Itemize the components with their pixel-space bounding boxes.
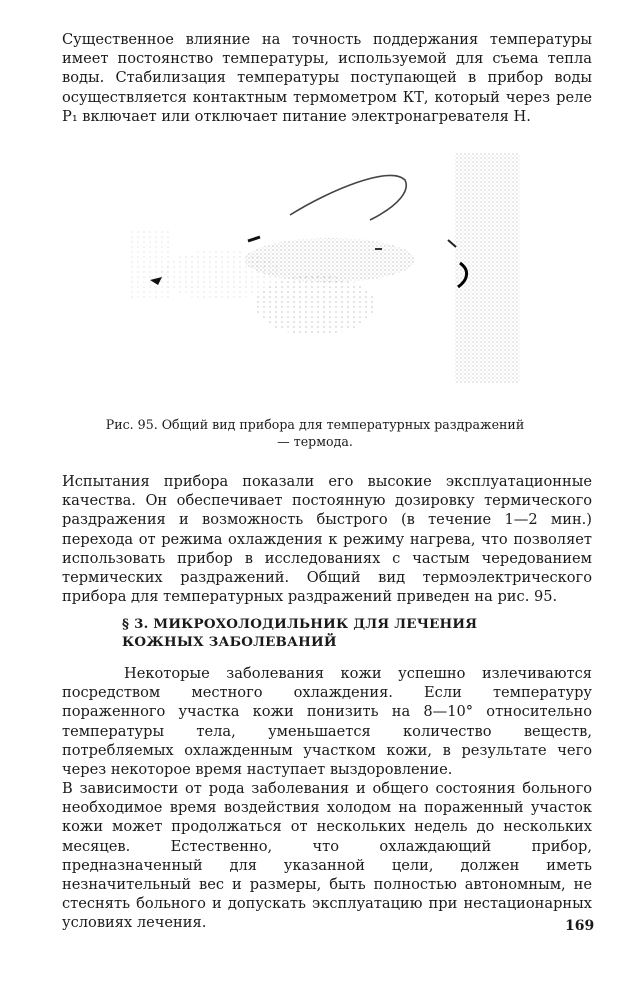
paragraph-thermostat: Существенное влияние на точность поддержания температуры имеет постоянство температуры, используемой для съема тепла воды. Стабилизация температуры поступающей в прибор воды осуществляется контактным термометром КТ, который через реле Р₁ включает или отключает питание электронагревателя Н. bbox=[62, 31, 592, 125]
thermode-photo-image bbox=[100, 145, 525, 395]
page-number: 169 bbox=[565, 918, 595, 934]
paragraph-skin-cooling: Некоторые заболевания кожи успешно излечиваются посредством местного охлаждения. Если температуру пораженного участка кожи понизить на 8—10° относительно температуры тела, уменьшается количество веществ, потребляемых охлажденным участком кожи, в результате чего через некоторое время наступает выздоровление. bbox=[62, 665, 592, 779]
section-heading: § 3. МИКРОХОЛОДИЛЬНИК ДЛЯ ЛЕЧЕНИЯ КОЖНЫХ ЗАБОЛЕВАНИЙ bbox=[122, 616, 478, 650]
figure-caption: Рис. 95. Общий вид прибора для температурных раздражений — термода. bbox=[105, 417, 525, 449]
figure-thermode-photo bbox=[100, 145, 525, 395]
paragraph-device-tests: Испытания прибора показали его высокие эксплуатационные качества. Он обеспечивает постоянную дозировку термического раздражения и возможность быстрого (в течение 1—2 мин.) перехода от режима охлаждения к режиму нагрева, что позволяет использовать прибор в исследованиях с частым чередованием термических раздражений. Общий вид термоэлектрического прибора для температурных раздражений приведен на рис. 95. bbox=[62, 473, 592, 606]
paragraph-treatment-duration: В зависимости от рода заболевания и общего состояния больного необходимое время воздействия холодом на пораженный участок кожи может продолжаться от нескольких недель до нескольких месяцев. Естественно, что охлаждающий прибор, предназначенный для указанной цели, должен иметь незначительный вес и размеры, быть полностью автономным, не стеснять больного и допускать эксплуатацию при нестационарных условиях лечения. bbox=[62, 780, 592, 932]
